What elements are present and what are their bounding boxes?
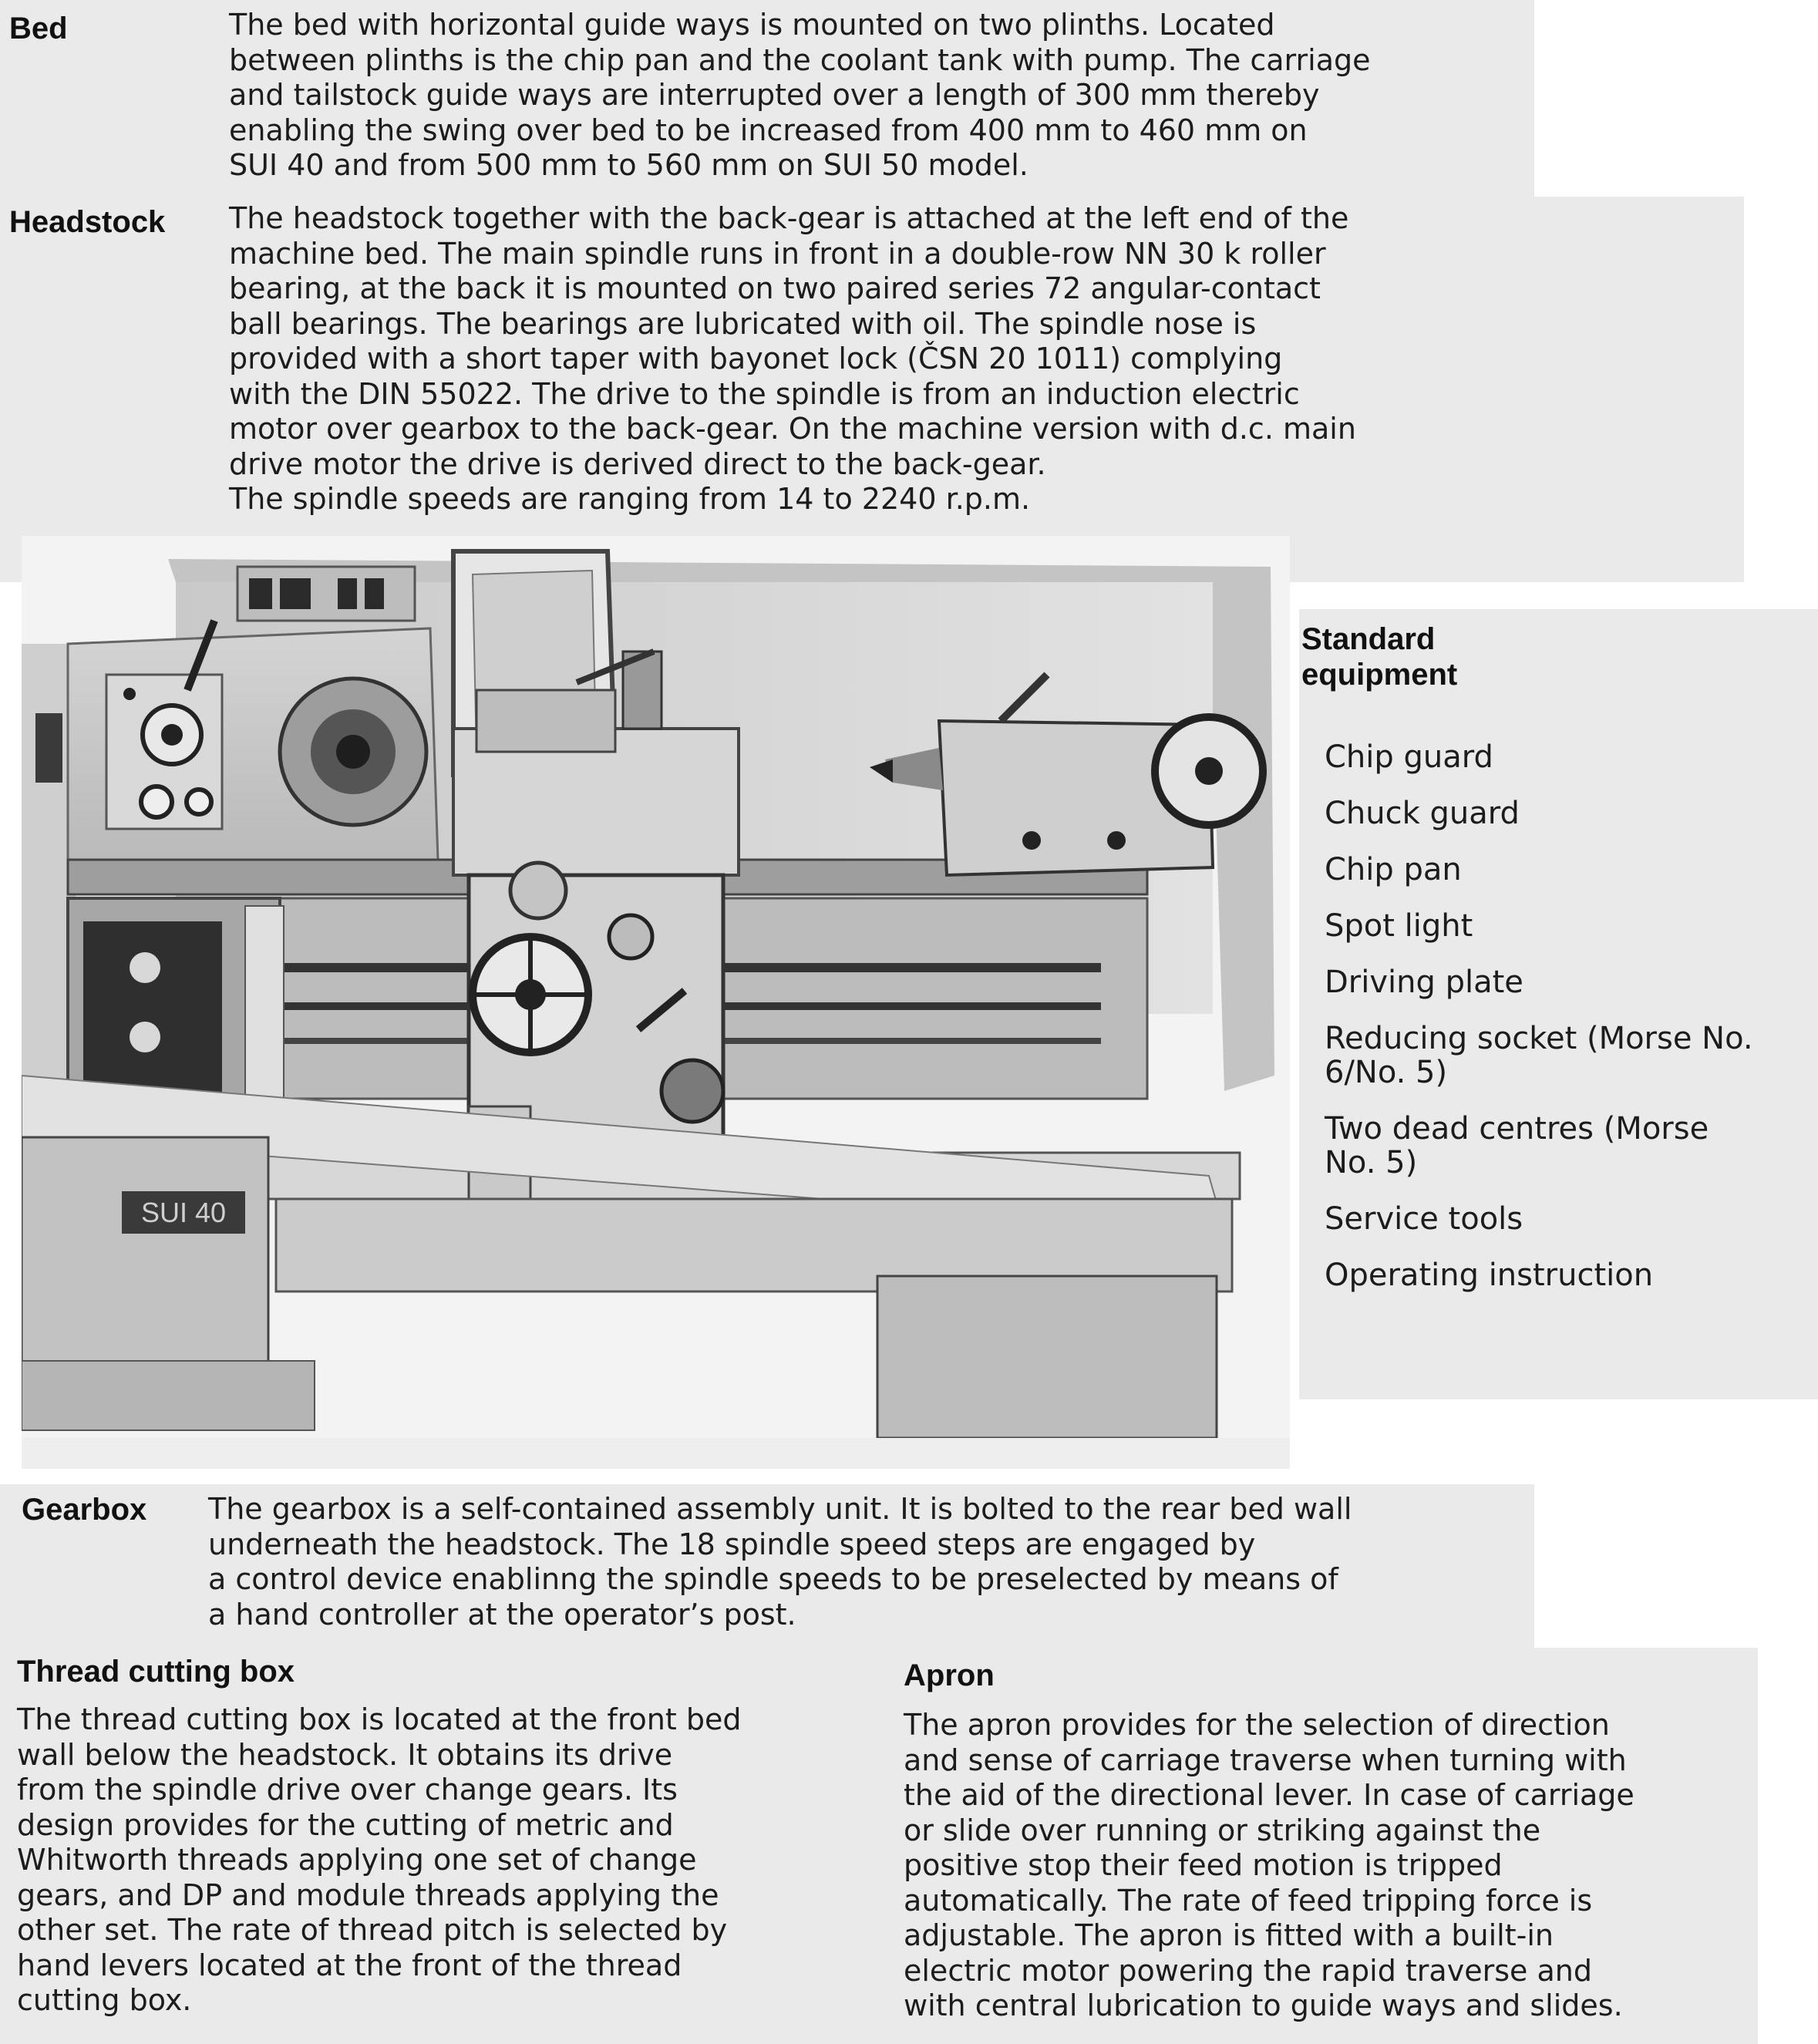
bed-line: SUI 40 and from 500 mm to 560 mm on SUI 50 model.	[229, 148, 1029, 182]
item-text: Chuck guard	[1325, 796, 1520, 831]
apron-line: or slide over running or striking against the	[904, 1813, 1541, 1847]
apron-paragraph	[904, 1708, 1635, 2024]
headstock-paragraph	[229, 201, 1356, 517]
item-text: Chip pan	[1325, 852, 1462, 887]
item-text: No. 5)	[1325, 1145, 1418, 1180]
list-item	[1325, 853, 1753, 887]
item-text: Service tools	[1325, 1201, 1523, 1237]
headstock-heading: Headstock	[9, 205, 166, 239]
apron-line: electric motor powering the rapid traverse and	[904, 1953, 1592, 1988]
standard-equipment-heading	[1301, 621, 1457, 692]
thread-cutting-box-heading: Thread cutting box	[17, 1655, 295, 1689]
item-text: 6/No. 5)	[1325, 1055, 1448, 1090]
headstock-line: bearing, at the back it is mounted on two paired series 72 angular-contact	[229, 271, 1321, 305]
apron-line: The apron provides for the selection of direction	[904, 1708, 1610, 1742]
lathe-photo	[22, 536, 1290, 1469]
thread-line: other set. The rate of thread pitch is selected by	[17, 1913, 728, 1947]
thread-line: Whitworth threads applying one set of change	[17, 1843, 697, 1877]
bed-heading: Bed	[9, 12, 68, 45]
heading-line: Standard	[1301, 622, 1436, 656]
list-item	[1325, 909, 1753, 943]
bed-paragraph	[229, 8, 1370, 184]
thread-line: cutting box.	[17, 1983, 192, 2017]
bed-line: and tailstock guide ways are interrupted over a length of 300 mm thereby	[229, 78, 1320, 112]
item-text: Operating instruction	[1325, 1258, 1654, 1293]
item-text: Chip guard	[1325, 739, 1493, 775]
lathe-illustration	[22, 536, 1290, 1469]
headstock-line: The headstock together with the back-gear is attached at the left end of the	[229, 201, 1349, 235]
thread-line: gears, and DP and module threads applying the	[17, 1877, 719, 1912]
list-item	[1325, 1258, 1753, 1292]
item-text: Spot light	[1325, 908, 1473, 944]
apron-line: adjustable. The apron is fitted with a built-in	[904, 1918, 1554, 1952]
thread-line: wall below the headstock. It obtains its drive	[17, 1737, 673, 1772]
gearbox-line: a hand controller at the operator’s post.	[208, 1597, 796, 1631]
apron-line: positive stop their feed motion is tripped	[904, 1848, 1503, 1882]
apron-line: and sense of carriage traverse when turning with	[904, 1743, 1627, 1777]
gearbox-paragraph	[208, 1492, 1352, 1632]
thread-line: design provides for the cutting of metric and	[17, 1807, 674, 1842]
thread-line: The thread cutting box is located at the front bed	[17, 1702, 742, 1736]
heading-line: equipment	[1301, 658, 1458, 692]
nameplate-text: SUI 40	[140, 1197, 227, 1228]
headstock-line: ball bearings. The bearings are lubricated with oil. The spindle nose is	[229, 306, 1257, 341]
bed-line: enabling the swing over bed to be increased from 400 mm to 460 mm on	[229, 113, 1308, 147]
headstock-line: The spindle speeds are ranging from 14 to 2240 r.p.m.	[229, 482, 1031, 516]
item-text: Reducing socket (Morse No.	[1325, 1021, 1753, 1056]
headstock-line: machine bed. The main spindle runs in front in a double-row NN 30 k roller	[229, 236, 1326, 271]
headstock-line: with the DIN 55022. The drive to the spindle is from an induction electric	[229, 376, 1300, 411]
bed-line: between plinths is the chip pan and the coolant tank with pump. The carriage	[229, 42, 1371, 77]
thread-cutting-box-paragraph	[17, 1702, 741, 2019]
apron-line: with central lubrication to guide ways and slides.	[904, 1988, 1623, 2022]
list-item	[1325, 740, 1753, 774]
headstock-line: provided with a short taper with bayonet lock (ČSN 20 1011) complying	[229, 342, 1283, 375]
apron-line: the aid of the directional lever. In case of carriage	[904, 1778, 1635, 1812]
thread-line: from the spindle drive over change gears. Its	[17, 1773, 678, 1807]
standard-equipment-list	[1325, 740, 1753, 1315]
item-text: Driving plate	[1325, 965, 1523, 1000]
gearbox-heading: Gearbox	[22, 1493, 147, 1527]
item-text: Two dead centres (Morse	[1325, 1111, 1709, 1147]
list-item	[1325, 1022, 1753, 1089]
apron-line: automatically. The rate of feed tripping force is	[904, 1883, 1593, 1918]
bed-line: The bed with horizontal guide ways is mounted on two plinths. Located	[229, 8, 1275, 42]
list-item	[1325, 1112, 1753, 1180]
list-item	[1325, 796, 1753, 830]
gearbox-line: The gearbox is a self-contained assembly unit. It is bolted to the rear bed wall	[208, 1492, 1352, 1526]
list-item	[1325, 965, 1753, 999]
headstock-line: drive motor the drive is derived direct to the back-gear.	[229, 446, 1046, 481]
list-item	[1325, 1202, 1753, 1236]
gearbox-line: underneath the headstock. The 18 spindle speed steps are engaged by	[208, 1527, 1256, 1561]
headstock-line: motor over gearbox to the back-gear. On the machine version with d.c. main	[229, 412, 1356, 446]
thread-line: hand levers located at the front of the thread	[17, 1948, 682, 1982]
gearbox-line: a control device enablinng the spindle speeds to be preselected by means of	[208, 1562, 1338, 1596]
apron-heading: Apron	[904, 1658, 995, 1692]
